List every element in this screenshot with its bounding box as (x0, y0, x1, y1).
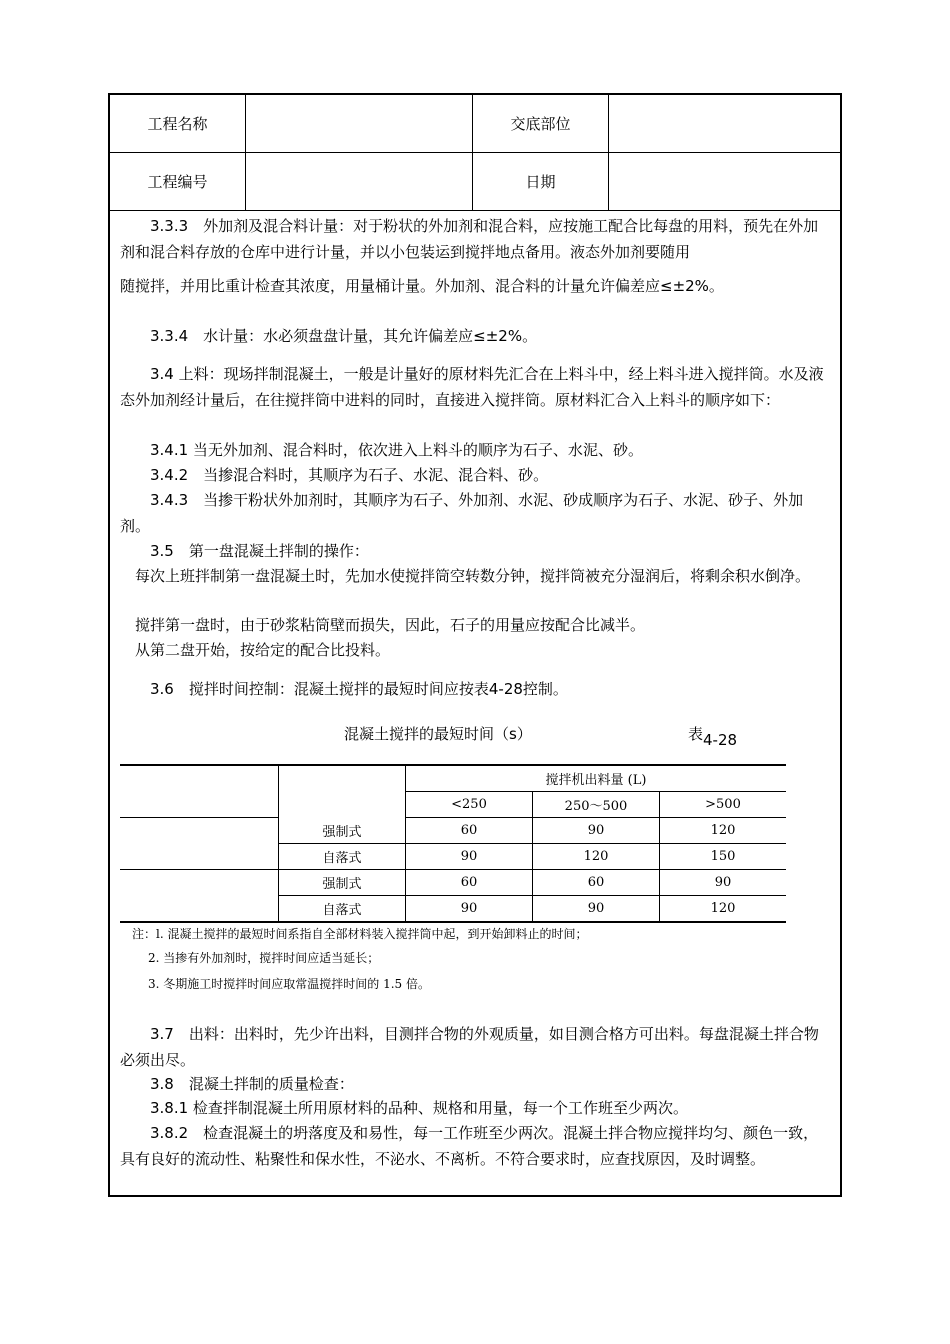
table-note-1: 注：l. 混凝土搅拌的最短时间系指自全部材料装入搅拌筒中起，到开始卸料止的时间； (132, 927, 588, 941)
group-cell-1 (120, 818, 279, 870)
project-no-field[interactable] (246, 153, 473, 211)
table-title: 混凝土搅拌的最短时间（s） (344, 725, 532, 743)
cell: 90 (406, 844, 533, 870)
row-type: 自落式 (279, 844, 406, 870)
table-row (120, 870, 786, 896)
col-lt250: <250 (406, 792, 533, 818)
cell: 60 (406, 870, 533, 896)
disclosure-part-label: 交底部位 (473, 95, 609, 153)
paragraph-3-6: 3.6 搅拌时间控制：混凝土搅拌的最短时间应按表4-28控制。 (120, 680, 568, 698)
paragraph-3-8-2: 3.8.2 检查混凝土的坍落度及和易性，每一工作班至少两次。混凝土拌合物应搅拌均匀、颜色一致，具有良好的流动性、粘聚性和保水性，不泌水、不离析。不符合要求时，应查找原因，及时调整。 (120, 1124, 819, 1168)
table-number-value: 4-28 (703, 731, 738, 749)
col-gt500: >500 (660, 792, 787, 818)
row-type: 强制式 (279, 818, 406, 844)
paragraph-3-7: 3.7 出料：出料时，先少许出料，目测拌合物的外观质量，如目测合格方可出料。每盘混凝土拌合物必须出尽。 (120, 1025, 819, 1069)
group-header: 搅拌机出料量 (L) (406, 765, 787, 792)
row-type: 自落式 (279, 896, 406, 923)
date-field[interactable] (609, 153, 841, 211)
cell: 90 (660, 870, 787, 896)
date-label: 日期 (473, 153, 609, 211)
disclosure-part-field[interactable] (609, 95, 841, 153)
table-number (688, 723, 738, 749)
cell: 90 (533, 818, 660, 844)
header-table (110, 95, 840, 211)
table-corner (120, 765, 279, 818)
paragraph-3-5: 3.5 第一盘混凝土拌制的操作： (120, 542, 369, 560)
table-row (120, 818, 786, 844)
table-note-2: 2. 当掺有外加剂时，搅拌时间应适当延长； (148, 951, 380, 965)
paragraph-3-3-3-cont: 随搅拌，并用比重计检查其浓度，用量桶计量。外加剂、混合料的计量允许偏差应≤±2%。 (120, 277, 724, 295)
paragraph-3-5-a: 每次上班拌制第一盘混凝土时，先加水使搅拌筒空转数分钟，搅拌筒被充分湿润后，将剩余积水倒净。 (120, 567, 811, 585)
paragraph-3-4: 3.4 上料：现场拌制混凝土，一般是计量好的原材料先汇合在上料斗中，经上料斗进入搅拌筒。水及液态外加剂经计量后，在往搅拌筒中进料的同时，直接进入搅拌筒。原材料汇合入上料斗的顺序如下： (120, 365, 824, 409)
paragraph-3-8: 3.8 混凝土拌制的质量检查： (120, 1075, 354, 1093)
paragraph-3-4-1: 3.4.1 当无外加剂、混合料时，依次进入上料斗的顺序为石子、水泥、砂。 (120, 441, 643, 459)
paragraph-3-4-3: 3.4.3 当掺干粉状外加剂时，其顺序为石子、外加剂、水泥、砂成顺序为石子、水泥、砂子、外加剂。 (120, 491, 804, 535)
cell: 60 (406, 818, 533, 844)
paragraph-3-3-4: 3.3.4 水计量：水必须盘盘计量，其允许偏差应≤±2%。 (120, 327, 538, 345)
project-no-label: 工程编号 (110, 153, 246, 211)
paragraph-3-4-2: 3.4.2 当掺混合料时，其顺序为石子、水泥、混合料、砂。 (120, 466, 549, 484)
paragraph-3-5-c: 从第二盘开始，按给定的配合比投料。 (120, 641, 391, 659)
cell: 150 (660, 844, 787, 870)
mixing-time-table (120, 764, 786, 923)
cell: 90 (406, 896, 533, 923)
col-250-500: 250～500 (533, 792, 660, 818)
cell: 90 (533, 896, 660, 923)
project-name-field[interactable] (246, 95, 473, 153)
group-cell-2 (120, 870, 279, 923)
document-frame (108, 93, 842, 1197)
cell: 120 (533, 844, 660, 870)
cell: 60 (533, 870, 660, 896)
table-type-header (279, 765, 406, 818)
project-name-label: 工程名称 (110, 95, 246, 153)
paragraph-3-8-1: 3.8.1 检查拌制混凝土所用原材料的品种、规格和用量，每一个工作班至少两次。 (120, 1099, 688, 1117)
table-number-prefix: 表 (688, 725, 704, 743)
paragraph-3-5-b: 搅拌第一盘时，由于砂浆粘筒壁而损失，因此，石子的用量应按配合比减半。 (120, 616, 646, 634)
cell: 120 (660, 818, 787, 844)
paragraph-3-3-3: 3.3.3 外加剂及混合料计量：对于粉状的外加剂和混合料，应按施工配合比每盘的用料，预先在外加剂和混合料存放的仓库中进行计量，并以小包装运到搅拌地点备用。液态外加剂要随用 (120, 217, 819, 261)
table-note-3: 3. 冬期施工时搅拌时间应取常温搅拌时间的 1.5 倍。 (148, 977, 430, 991)
row-type: 强制式 (279, 870, 406, 896)
cell: 120 (660, 896, 787, 923)
